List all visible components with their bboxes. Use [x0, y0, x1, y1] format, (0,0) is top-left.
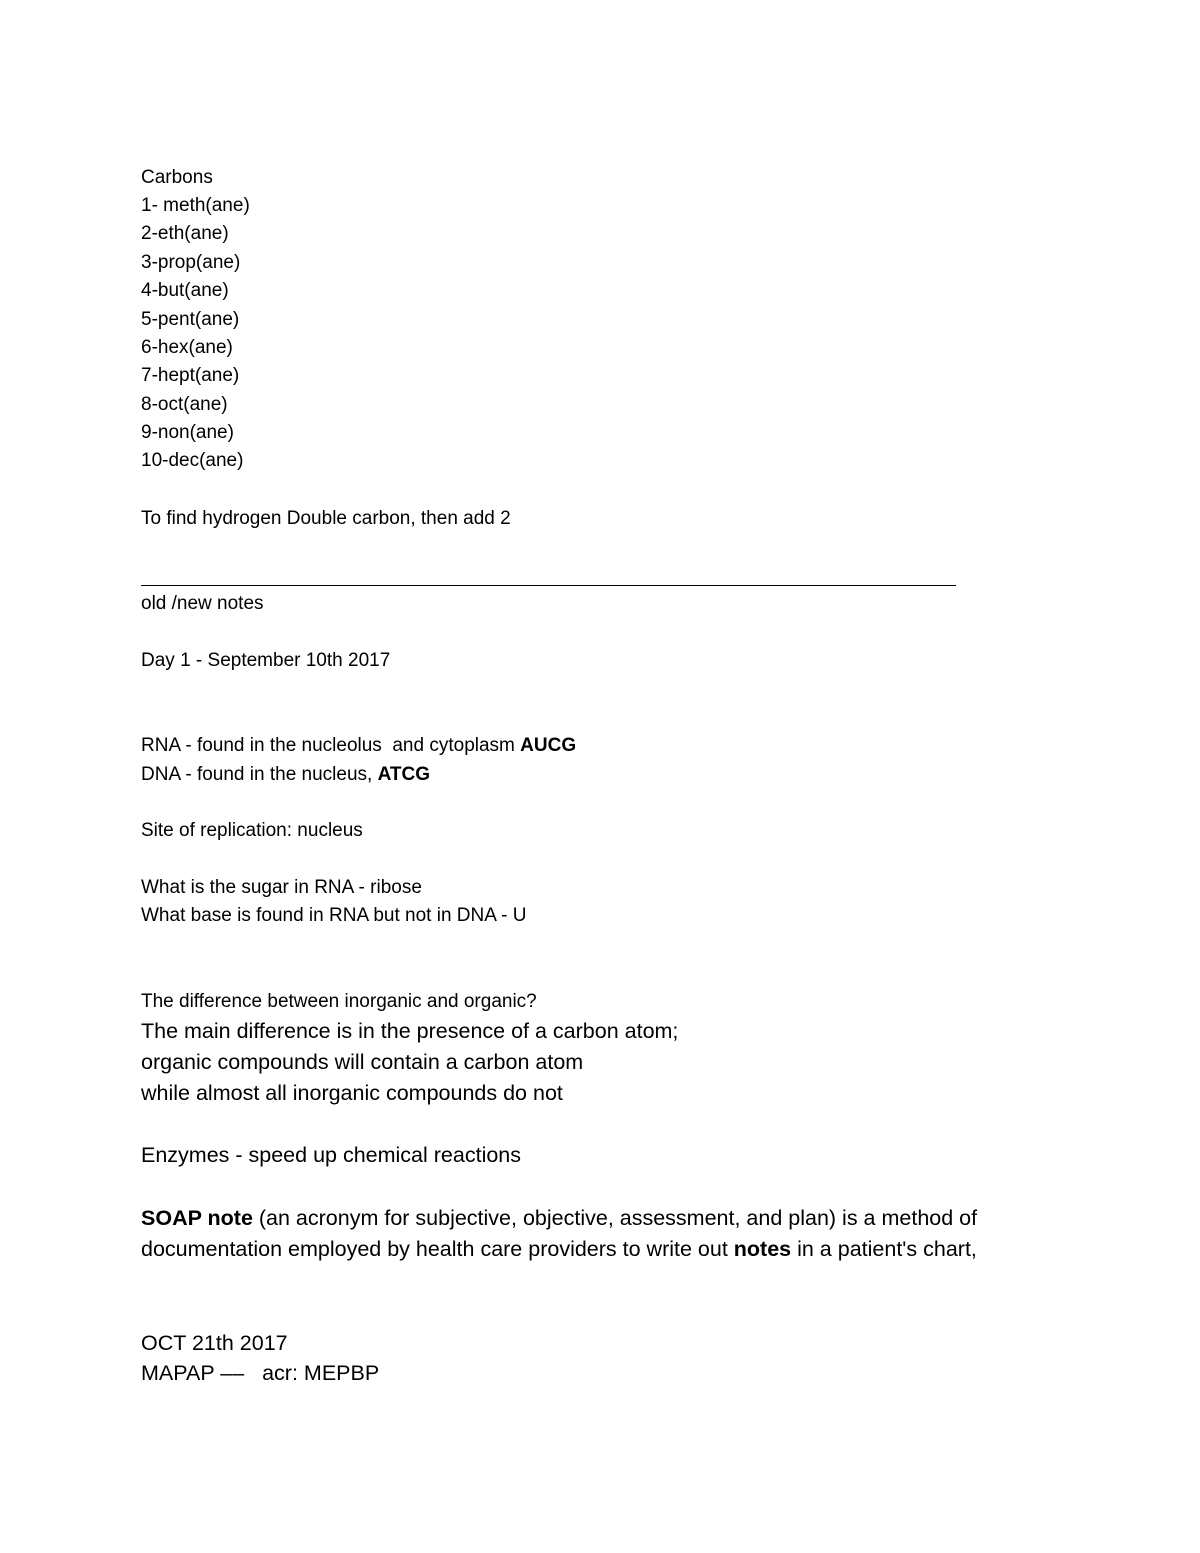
- carbon-item: 10-dec(ane): [141, 450, 244, 471]
- carbon-item: 2-eth(ane): [141, 223, 229, 244]
- inorganic-answer: while almost all inorganic compounds do not: [141, 1081, 563, 1105]
- horizontal-divider: [141, 585, 956, 586]
- sugar-question: What is the sugar in RNA - ribose: [141, 877, 422, 898]
- soap-text-end: in a patient's chart,: [791, 1237, 977, 1261]
- soap-definition: (an acronym for subjective, objective, assessment, and plan) is a method of: [252, 1206, 978, 1230]
- day1-date: Day 1 - September 10th 2017: [141, 650, 391, 671]
- carbons-heading: Carbons: [141, 167, 213, 188]
- replication-line: Site of replication: nucleus: [141, 820, 363, 841]
- inorganic-answer: organic compounds will contain a carbon atom: [141, 1050, 584, 1074]
- rna-line: [141, 734, 576, 758]
- enzymes-line: Enzymes - speed up chemical reactions: [141, 1143, 522, 1167]
- rna-bases: AUCG: [520, 735, 577, 756]
- dna-bases: ATCG: [377, 764, 431, 785]
- soap-line-1: [141, 1204, 977, 1232]
- carbon-item: 3-prop(ane): [141, 252, 241, 273]
- carbon-item: 6-hex(ane): [141, 337, 233, 358]
- carbon-item: 4-but(ane): [141, 280, 229, 301]
- dna-text: DNA - found in the nucleus,: [141, 764, 378, 785]
- carbon-item: 9-non(ane): [141, 422, 234, 443]
- oct-date: OCT 21th 2017: [141, 1331, 288, 1355]
- carbon-item: 1- meth(ane): [141, 195, 250, 216]
- base-question: What base is found in RNA but not in DNA - U: [141, 905, 527, 926]
- inorganic-answer: The main difference is in the presence of a carbon atom;: [141, 1019, 679, 1043]
- inorganic-question: The difference between inorganic and organic?: [141, 991, 537, 1012]
- soap-term: SOAP note: [141, 1206, 253, 1230]
- carbon-item: 7-hept(ane): [141, 365, 240, 386]
- carbon-item: 8-oct(ane): [141, 394, 228, 415]
- rna-text: RNA - found in the nucleolus and cytoplasm: [141, 735, 521, 756]
- section-label: old /new notes: [141, 593, 264, 614]
- mapap-line: MAPAP –– acr: MEPBP: [141, 1361, 380, 1385]
- soap-line-2: [141, 1235, 977, 1263]
- dna-line: [141, 763, 430, 787]
- carbon-item: 5-pent(ane): [141, 309, 240, 330]
- soap-text: documentation employed by health care providers to write out: [141, 1237, 734, 1261]
- soap-notes-bold: notes: [733, 1237, 792, 1261]
- hydrogen-rule: To find hydrogen Double carbon, then add 2: [141, 508, 511, 529]
